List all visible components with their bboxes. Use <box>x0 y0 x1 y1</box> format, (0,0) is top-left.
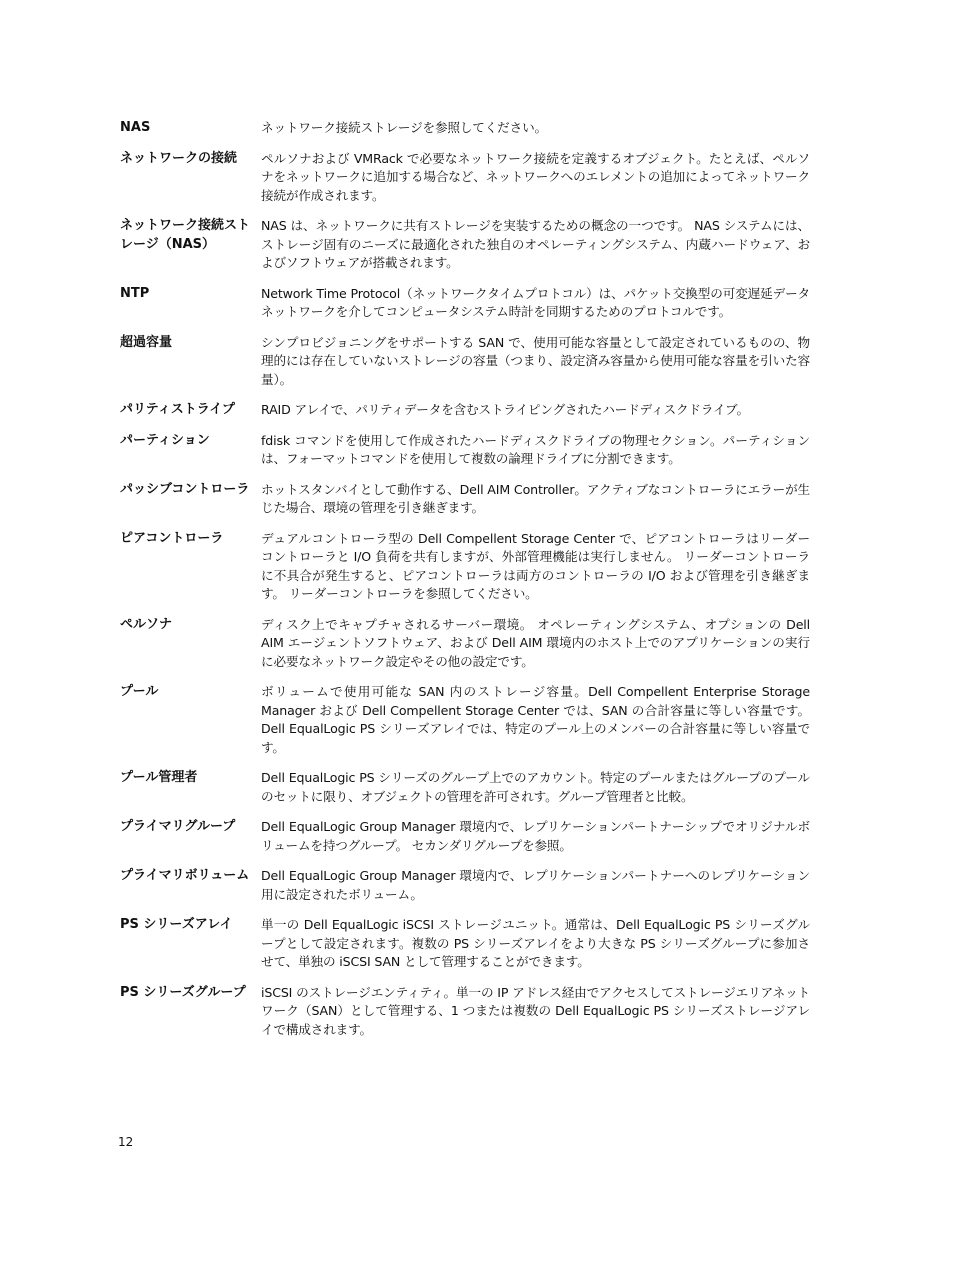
glossary-term: ペルソナ <box>120 616 173 632</box>
glossary-definition: ネットワーク接続ストレージを参照してください。 <box>261 120 547 135</box>
glossary-entry <box>120 867 810 904</box>
glossary-entry <box>120 401 810 420</box>
glossary-definition: ボリュームで使用可能な SAN 内のストレージ容量。Dell Compellent Enterprise Storage Manager および Dell Compellent Storage Center では、SAN の合計容量に等しい容量です。Dell EqualLogic PS シリーズアレイでは、特定のプール上のメンバーの合計容量に等しい容量です。 <box>261 684 810 755</box>
glossary-entry <box>120 217 810 273</box>
glossary-entry <box>120 481 810 518</box>
glossary-definition: Dell EqualLogic Group Manager 環境内で、レプリケーションパートナーシップでオリジナルボリュームを持つグループ。 セカンダリグループを参照。 <box>261 819 810 853</box>
glossary-term: パッシブコントローラ <box>120 481 250 497</box>
glossary-definition: NAS は、ネットワークに共有ストレージを実装するための概念の一つです。 NAS システムには、ストレージ固有のニーズに最適化された独自のオペレーティングシステム、内蔵ハードウェア、およびソフトウェアが搭載されます。 <box>261 218 810 270</box>
glossary-entry <box>120 683 810 757</box>
glossary-entry <box>120 150 810 206</box>
glossary-term: ネットワーク接続ストレージ（NAS） <box>120 218 251 252</box>
glossary-definition: Dell EqualLogic Group Manager 環境内で、レプリケーションパートナーへのレプリケーション用に設定されたボリューム。 <box>261 868 810 902</box>
glossary-entry <box>120 119 810 138</box>
glossary-definition: ディスク上でキャプチャされるサーバー環境。 オペレーティングシステム、オプションの Dell AIM エージェントソフトウェア、および Dell AIM 環境内のホスト上でのアプリケーションの実行に必要なネットワーク設定やその他の設定です。 <box>261 616 810 669</box>
glossary-list <box>120 119 810 1051</box>
glossary-entry <box>120 984 810 1040</box>
glossary-definition: fdisk コマンドを使用して作成されたハードディスクドライブの物理セクション。パーティションは、フォーマットコマンドを使用して複数の論理ドライブに分割できます。 <box>261 432 810 466</box>
glossary-entry <box>120 432 810 469</box>
glossary-definition: シンプロビジョニングをサポートする SAN で、使用可能な容量として設定されているものの、物理的には存在していないストレージの容量（つまり、設定済み容量から使用可能な容量を引いた容量）。 <box>261 334 810 387</box>
glossary-entry <box>120 769 810 806</box>
glossary-entry <box>120 916 810 972</box>
glossary-definition: Dell EqualLogic PS シリーズのグループ上でのアカウント。特定のプールまたはグループのプールのセットに限り、オブジェクトの管理を許可されす。グループ管理者と比較。 <box>261 770 810 804</box>
page-number: 12 <box>118 1135 134 1149</box>
glossary-term: プライマリグループ <box>120 819 236 834</box>
glossary-term: パリティストライプ <box>120 402 235 417</box>
glossary-term: NAS <box>120 120 151 135</box>
glossary-definition: iSCSI のストレージエンティティ。単一の IP アドレス経由でアクセスしてストレージエリアネットワーク（SAN）として管理する、1 つまたは複数の Dell EqualLogic PS シリーズストレージアレイで構成されます。 <box>261 984 810 1037</box>
glossary-definition: ホットスタンバイとして動作する、Dell AIM Controller。アクティブなコントローラにエラーが生じた場合、環境の管理を引き継ぎます。 <box>261 481 810 515</box>
glossary-term: NTP <box>120 285 150 301</box>
glossary-entry <box>120 818 810 855</box>
glossary-definition: 単一の Dell EqualLogic iSCSI ストレージユニット。通常は、Dell EqualLogic PS シリーズグループとして設定されます。複数の PS シリーズアレイをより大きな PS シリーズグループに参加させて、単独の iSCSI SAN として管理することができます。 <box>261 917 810 969</box>
glossary-term: プライマリボリューム <box>120 868 250 883</box>
glossary-term: パーティション <box>120 432 210 448</box>
glossary-term: ネットワークの接続 <box>120 150 238 166</box>
glossary-term: 超過容量 <box>120 334 173 350</box>
glossary-definition: RAID アレイで、パリティデータを含むストライピングされたハードディスクドライブ。 <box>261 402 749 417</box>
glossary-entry <box>120 334 810 390</box>
glossary-definition: デュアルコントローラ型の Dell Compellent Storage Center で、ピアコントローラはリーダーコントローラと I/O 負荷を共有しますが、外部管理機能は実行しません。 リーダーコントローラに不具合が発生すると、ピアコントローラは両方のコントローラの I/O および管理を引き継ぎます。 リーダーコントローラを参照してください。 <box>261 530 810 601</box>
glossary-term: PS シリーズグループ <box>120 984 246 1000</box>
glossary-term: プール <box>120 684 159 699</box>
glossary-term: プール管理者 <box>120 770 198 785</box>
glossary-definition: ペルソナおよび VMRack で必要なネットワーク接続を定義するオブジェクト。たとえば、ペルソナをネットワークに追加する場合など、ネットワークへのエレメントの追加によってネットワーク接続が作成されます。 <box>261 150 810 203</box>
glossary-term: ピアコントローラ <box>120 530 224 546</box>
glossary-entry <box>120 530 810 604</box>
glossary-entry <box>120 285 810 322</box>
glossary-term: PS シリーズアレイ <box>120 917 233 932</box>
glossary-definition: Network Time Protocol（ネットワークタイムプロトコル）は、パケット交換型の可変遅延データネットワークを介してコンピュータシステム時計を同期するためのプロトコルです。 <box>261 285 810 319</box>
glossary-entry <box>120 616 810 672</box>
